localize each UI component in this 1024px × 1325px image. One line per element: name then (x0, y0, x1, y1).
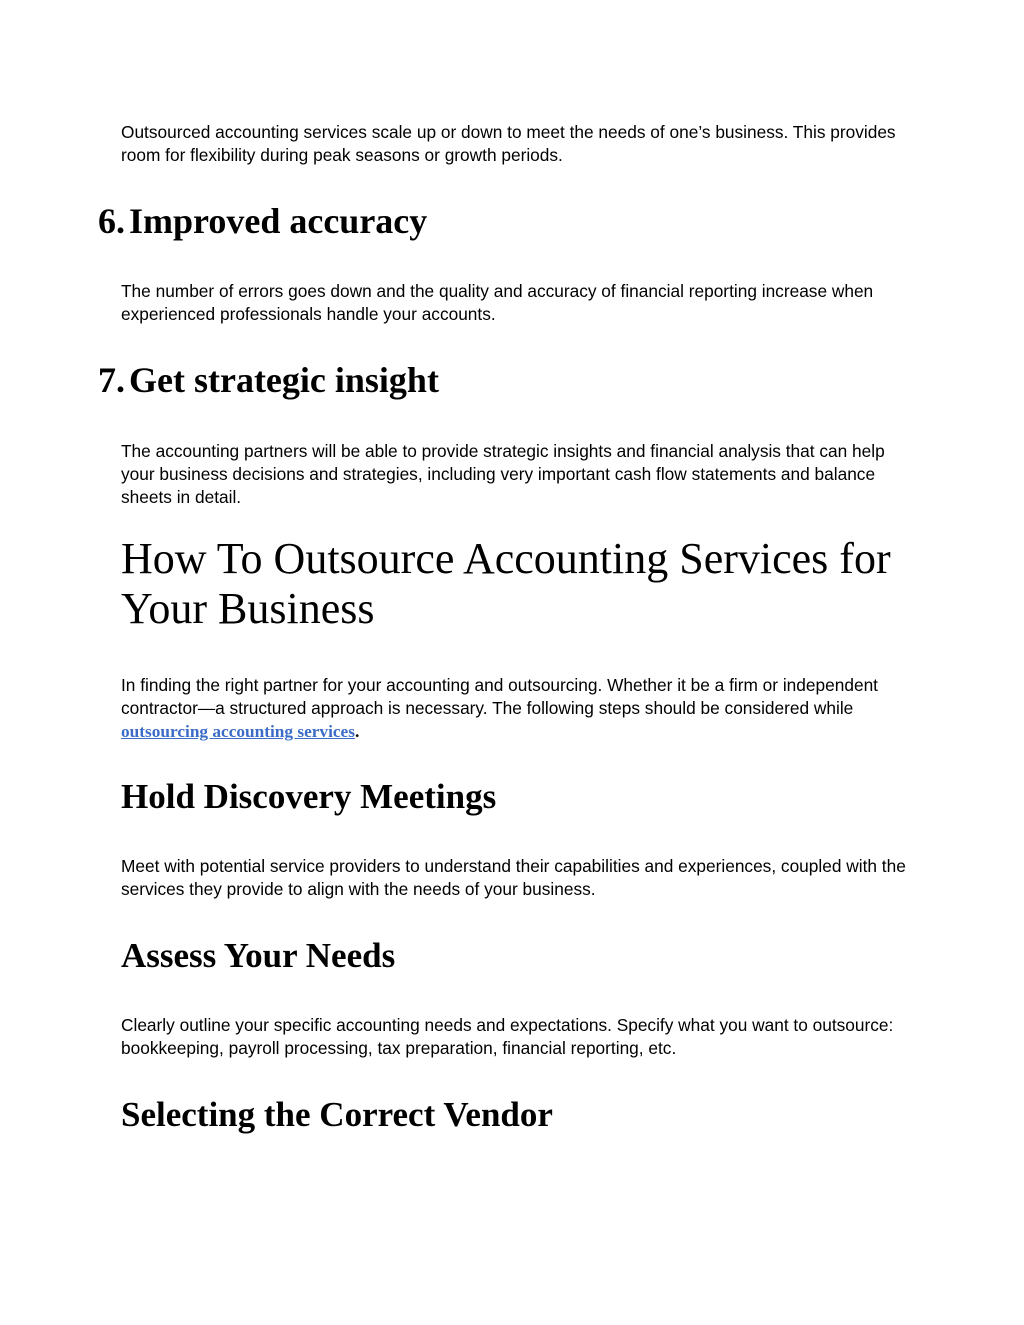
step-body-discovery-meetings: Meet with potential service providers to understand their capabilities and experiences, coupled with the services they provide to align with the needs of your business. (121, 856, 906, 899)
section-body-improved-accuracy: The number of errors goes down and the quality and accuracy of financial reporting increase when experienced professionals handle your accounts. (121, 281, 874, 324)
outsourcing-accounting-services-link[interactable]: outsourcing accounting services (121, 722, 355, 741)
intro-paragraph: Outsourced accounting services scale up or down to meet the needs of one’s business. This provides room for flexibility during peak seasons or growth periods. (121, 122, 896, 165)
how-to-heading: How To Outsource Accounting Services for Your Business (121, 534, 891, 633)
section-heading-improved-accuracy (98, 199, 427, 243)
how-to-paragraph (121, 674, 911, 743)
step-heading-discovery-meetings: Hold Discovery Meetings (121, 777, 497, 816)
section-body-strategic-insight: The accounting partners will be able to provide strategic insights and financial analysis that can help your business decisions and strategies, including very important cash flow statements and balance sheets in detail. (121, 441, 885, 507)
section-heading-strategic-insight (98, 358, 439, 402)
how-to-body-end: . (354, 722, 360, 741)
section-title: Get strategic insight (129, 360, 439, 400)
step-heading-assess-needs: Assess Your Needs (121, 936, 396, 975)
section-number: 6. (98, 201, 125, 241)
step-heading-selecting-vendor: Selecting the Correct Vendor (121, 1095, 553, 1134)
section-number: 7. (98, 360, 125, 400)
section-title: Improved accuracy (129, 201, 428, 241)
how-to-body-text: In finding the right partner for your accounting and outsourcing. Whether it be a firm or independent contractor—a structured approach is necessary. The following steps should be considered while (121, 675, 878, 718)
step-body-assess-needs: Clearly outline your specific accounting needs and expectations. Specify what you want to outsource: bookkeeping, payroll processing, tax preparation, financial reporting, etc. (121, 1015, 894, 1058)
